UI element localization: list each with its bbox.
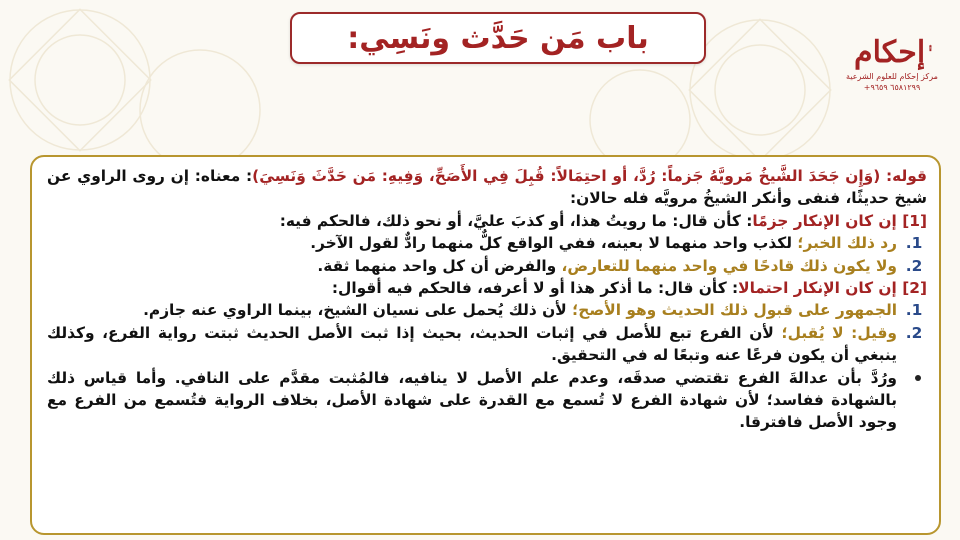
logo-contact: +۹٦٥ ٦٥٩۸۱۲۹۹: [863, 83, 921, 92]
case-1-label: [1] إن كان الإنكار جزمًا: [752, 211, 927, 230]
item-text: والفرض أن كل واحد منهما ثقة.: [317, 256, 562, 275]
bullet-dot-icon: [915, 375, 921, 381]
intro-rest: : معناه: إن روى الراوي عن شيخ حديثًا، فنفى وأنكر الشيخُ مرويَّه فله حالان:: [47, 167, 927, 208]
page-title: باب مَن حَدَّث ونَسِي:: [347, 20, 649, 56]
case-1-heading: [47, 210, 927, 232]
rebuttal-text: ورُدَّ بأن عدالةَ الفرع تقتضي صدقَه، وعدم علم الأصل لا ينافيه، فالمُثبت مقدَّم على النافي. وأما قياس ذلك بالشهادة ففاسد؛ لأن شهادة الفرع لا تُسمع مع القدرة على شهادة الأصل، بخلاف الرواية فتُسمع من الفرع مع وجود الأصل فافترقا.: [47, 368, 897, 432]
item-text: لأن ذلك يُحمل على نسيان الشيخ، بينما الراوي عنه جازم.: [143, 301, 573, 320]
logo-subtitle: مركز إحكام للعلوم الشرعية: [846, 72, 938, 81]
list-item: [47, 232, 927, 254]
item-highlight: ولا يكون ذلك قادحًا في واحد منهما للتعارض،: [561, 256, 897, 275]
brand-logo: [840, 22, 944, 96]
item-text: لكذب واحد منهما لا بعينه، ففي الواقع كلٌّ منهما رادٌّ لقول الآخر.: [310, 234, 798, 253]
case-1-rest: : كأن قال: ما رويتُ هذا، أو كذبَ عليَّ، أو نحو ذلك، فالحكم فيه:: [279, 211, 753, 230]
item-highlight: رد ذلك الخبر؛: [797, 234, 897, 253]
item-highlight: وقيل: لا يُقبل؛: [781, 323, 898, 342]
content-panel: [30, 155, 941, 535]
title-banner: [290, 12, 706, 64]
intro-paragraph: [47, 165, 927, 210]
logo-mark: [854, 22, 932, 68]
item-highlight: الجمهور على قبول ذلك الحديث وهو الأصح؛: [572, 301, 897, 320]
logo-wordmark: إحكام: [854, 35, 926, 70]
case-2-heading: [47, 277, 927, 299]
content-text: [47, 165, 927, 434]
case-2-label: [2] إن كان الإنكار احتمالا: [738, 279, 927, 298]
item-number: 2.: [905, 323, 923, 342]
item-number: 1.: [905, 234, 923, 253]
item-number: 2.: [905, 256, 923, 275]
intro-lead: قوله:: [880, 167, 927, 185]
item-number: 1.: [905, 301, 923, 320]
list-item: [47, 255, 927, 277]
item-text: لأن الفرع تبع للأصل في إثبات الحديث، بحيث إذا ثبت الأصل الحديث ثبتت رواية الفرع، وكذلك ينبغي أن يكون فرعًا عنه وتبعًا له في التحقيق.: [47, 323, 897, 365]
logo-tower-icon: [929, 28, 932, 68]
rebuttal-bullet: [47, 367, 927, 434]
intro-quote: (وَإِن جَحَدَ الشَّيخُ مَرويَّهُ جَزماً: رُدَّ، أو احتِمَالاً: قُبِلَ فِي الأَصَحِّ، وَفِيهِ: مَن حَدَّثَ وَنَسِيَ): [252, 167, 881, 185]
case-2-rest: : كأن قال: ما أذكر هذا أو لا أعرفه، فالحكم فيه أقوال:: [331, 279, 739, 298]
list-item: [47, 299, 927, 321]
list-item: [47, 322, 927, 367]
